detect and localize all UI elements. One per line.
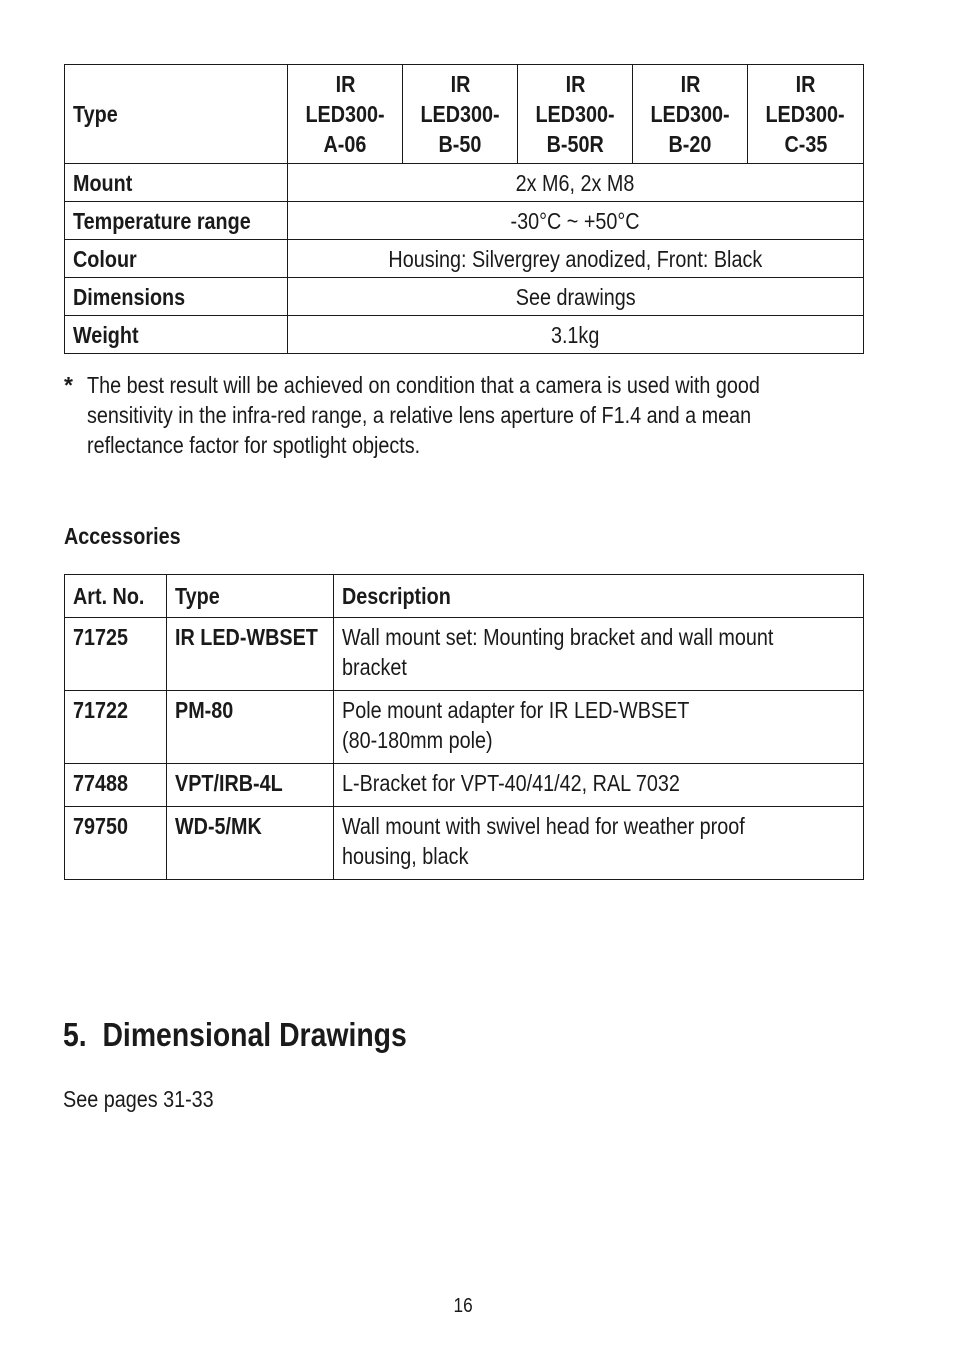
description-cell: L-Bracket for VPT-40/41/42, RAL 7032 (334, 764, 864, 807)
spec-row-value: -30°C ~ +50°C (288, 202, 864, 240)
type-cell: IR LED-WBSET (167, 618, 334, 691)
footnote-line: sensitivity in the infra-red range, a relative lens aperture of F1.4 and a mean (87, 402, 752, 428)
type-cell: VPT/IRB-4L (167, 764, 334, 807)
spec-model-2: IR LED300- B-50 (403, 65, 518, 164)
table-row (65, 618, 864, 691)
table-row (65, 764, 864, 807)
spec-row-temperature (65, 202, 864, 240)
accessories-table (64, 574, 864, 880)
description-cell: Wall mount with swivel head for weather proof housing, black (334, 807, 864, 880)
spec-row-label: Dimensions (65, 278, 288, 316)
table-row (65, 807, 864, 880)
section-title: 5. Dimensional Drawings (63, 1016, 407, 1053)
type-cell: PM-80 (167, 691, 334, 764)
header-type: Type (167, 575, 334, 618)
accessories-header-row (65, 575, 864, 618)
section-body: See pages 31-33 (63, 1086, 214, 1112)
spec-row-value: 2x M6, 2x M8 (288, 164, 864, 202)
spec-table (64, 64, 864, 354)
spec-row-label: Colour (65, 240, 288, 278)
type-cell: WD-5/MK (167, 807, 334, 880)
spec-row-label: Weight (65, 316, 288, 354)
header-description: Description (334, 575, 864, 618)
spec-model-3: IR LED300- B-50R (518, 65, 633, 164)
spec-type-label: Type (65, 65, 288, 164)
footnote-marker: * (64, 372, 73, 398)
footnote-line: The best result will be achieved on condition that a camera is used with good (87, 372, 760, 398)
description-cell: Wall mount set: Mounting bracket and wall mount bracket (334, 618, 864, 691)
art-no-cell: 71722 (65, 691, 167, 764)
spec-header-row (65, 65, 864, 164)
art-no-cell: 79750 (65, 807, 167, 880)
spec-row-label: Mount (65, 164, 288, 202)
spec-row-value: See drawings (288, 278, 864, 316)
spec-row-value: Housing: Silvergrey anodized, Front: Black (288, 240, 864, 278)
spec-row-mount (65, 164, 864, 202)
spec-row-value: 3.1kg (288, 316, 864, 354)
header-art-no: Art. No. (65, 575, 167, 618)
spec-model-5: IR LED300- C-35 (748, 65, 864, 164)
accessories-heading: Accessories (64, 523, 181, 549)
spec-row-dimensions (65, 278, 864, 316)
art-no-cell: 77488 (65, 764, 167, 807)
spec-row-weight (65, 316, 864, 354)
art-no-cell: 71725 (65, 618, 167, 691)
spec-row-colour (65, 240, 864, 278)
page-number: 16 (453, 1295, 474, 1317)
spec-model-4: IR LED300- B-20 (633, 65, 748, 164)
footnote-line: reflectance factor for spotlight objects. (87, 432, 421, 458)
table-row (65, 691, 864, 764)
description-cell: Pole mount adapter for IR LED-WBSET (80-180mm pole) (334, 691, 864, 764)
spec-row-label: Temperature range (65, 202, 288, 240)
spec-model-1: IR LED300- A-06 (288, 65, 403, 164)
